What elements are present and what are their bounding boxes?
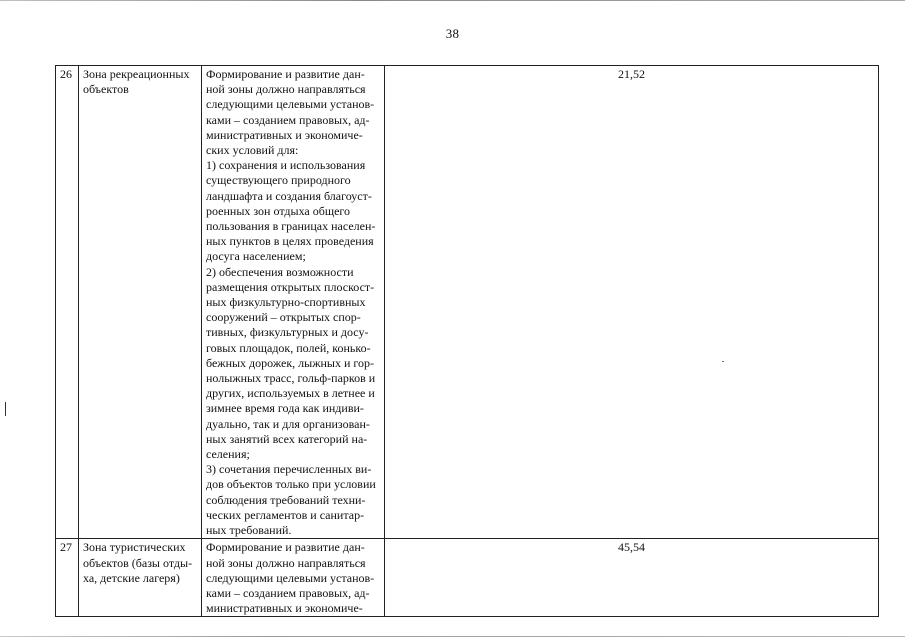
description-line: Формирование и развитие дан- [206,67,365,81]
description-line: 1) сохранения и использования [206,158,366,173]
description-line: ских условий для: [206,143,299,158]
zone-name-line: объектов [83,82,129,97]
description-line: ных пунктов в целях проведения [206,234,374,249]
description-line: сооружений – открытых спор- [206,310,361,325]
description-line: ных требований. [206,523,292,538]
description-line: министративных и экономиче- [206,601,363,616]
zone-description-cell [202,539,385,617]
description-line: зимнее время года как индиви- [206,401,364,416]
description-line: соблюдения требований техни- [206,492,366,507]
description-line: ных физкультурно-спортивных [206,295,366,310]
description-line: других, используемых в летнее и [206,386,375,401]
zone-area-value-cell: 45,54 [385,539,879,617]
zone-name-line: Зона рекреационных [83,67,190,81]
table-row [56,66,879,539]
description-line: ками – созданием правовых, ад- [206,112,370,127]
description-line: 3) сочетания перечисленных ви- [206,462,372,477]
table-row [56,539,879,617]
description-line: нолыжных трасс, гольф-парков и [206,371,376,386]
description-line: размещения открытых плоскост- [206,279,375,294]
description-line: досуга населением; [206,249,306,264]
row-number-cell: 26 [56,66,79,539]
description-line: ками – созданием правовых, ад- [206,585,370,600]
description-line: роенных зон отдыха общего [206,203,351,218]
description-line: селения; [206,447,250,462]
zones-table [55,65,879,617]
zone-name-line: объектов (базы отды- [83,555,193,570]
description-line: дов объектов только при условии [206,477,376,492]
description-line: дуально, так и для организован- [206,416,370,431]
description-line: бежных дорожек, лыжных и гор- [206,355,375,370]
scan-edge-top [0,0,905,1]
description-line: пользования в границах населен- [206,219,376,234]
scan-mark [5,402,6,416]
description-line: 2) обеспечения возможности [206,264,354,279]
description-line: министративных и экономиче- [206,127,363,142]
zone-name-cell [79,539,202,617]
zone-name-line: Зона туристических [83,540,186,555]
zone-name-cell [79,66,202,539]
description-line: Формирование и развитие дан- [206,540,365,555]
description-line: ной зоны должно направляться [206,82,366,97]
zone-name-line: ха, детские лагеря) [83,570,180,585]
description-line: говых площадок, полей, конько- [206,340,371,355]
description-line: тивных, физкультурных и досу- [206,325,369,340]
description-line: ландшафта и создания благоуст- [206,188,372,203]
scan-edge-bottom [0,636,905,637]
description-line: ческих регламентов и санитар- [206,507,365,522]
zone-area-value-cell: 21,52 [385,66,879,539]
description-line: ных занятий всех категорий на- [206,431,368,446]
description-line: существующего природного [206,173,351,188]
row-number-cell: 27 [56,539,79,617]
description-line: следующими целевыми установ- [206,97,375,112]
zone-description-cell [202,66,385,539]
description-line: следующими целевыми установ- [206,570,375,585]
page-number: 38 [445,26,460,41]
description-line: ной зоны должно направляться [206,555,366,570]
